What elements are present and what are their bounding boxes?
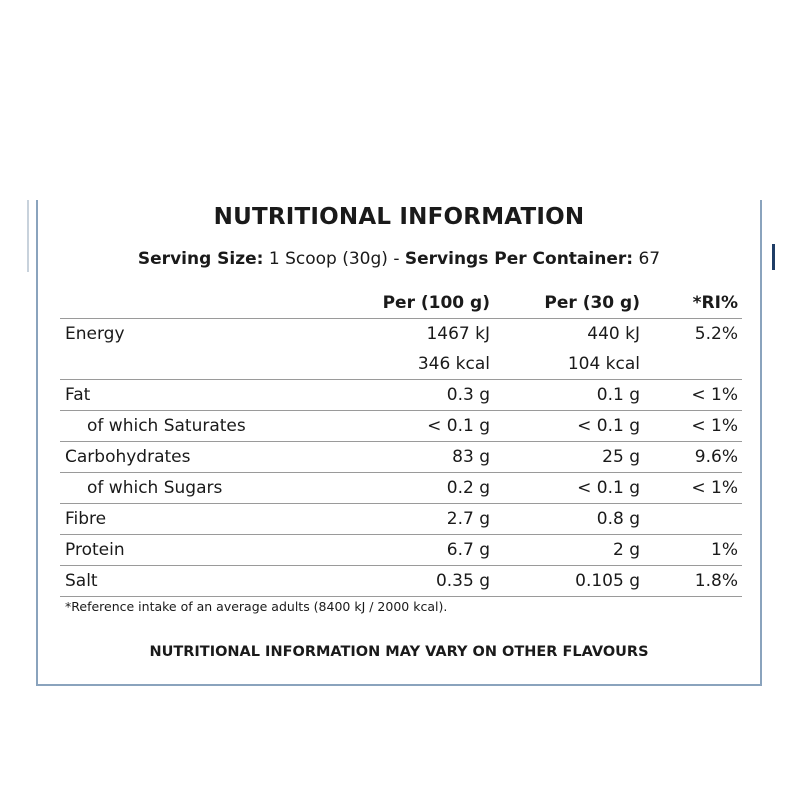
panel-title: NUTRITIONAL INFORMATION bbox=[213, 204, 585, 230]
servings-per-container-value: 67 bbox=[638, 249, 661, 269]
value-ri: < 1% bbox=[691, 478, 738, 498]
table-row bbox=[60, 411, 742, 442]
table-row bbox=[60, 442, 742, 473]
value-ri: 5.2% bbox=[694, 324, 738, 344]
header-per-100g: Per (100 g) bbox=[382, 293, 490, 313]
serving-size-label: Serving Size: bbox=[137, 249, 264, 269]
value-per-100g: 1467 kJ bbox=[426, 324, 490, 344]
servings-per-container-label: Servings Per Container: bbox=[404, 249, 634, 269]
nutrition-table bbox=[60, 288, 742, 597]
left-edge-mark bbox=[27, 200, 29, 272]
serving-info bbox=[38, 249, 760, 269]
value-per-100g: 2.7 g bbox=[446, 509, 490, 529]
nutrient-name: Energy bbox=[65, 324, 125, 344]
nutrient-name: Fat bbox=[65, 385, 91, 405]
flavour-disclaimer: NUTRITIONAL INFORMATION MAY VARY ON OTHER FLAVOURS bbox=[149, 644, 649, 660]
table-row bbox=[60, 535, 742, 566]
reference-intake-footnote: *Reference intake of an average adults (8400 kJ / 2000 kcal). bbox=[65, 599, 448, 614]
nutrient-name: Carbohydrates bbox=[65, 447, 191, 467]
table-row bbox=[60, 380, 742, 411]
right-edge-mark bbox=[772, 244, 775, 270]
value-per-100g: 346 kcal bbox=[417, 354, 490, 374]
value-per-30g: 0.8 g bbox=[596, 509, 640, 529]
value-per-100g: 0.3 g bbox=[446, 385, 490, 405]
value-per-30g: < 0.1 g bbox=[577, 478, 640, 498]
value-ri: 1.8% bbox=[694, 571, 738, 591]
header-per-30g: Per (30 g) bbox=[544, 293, 640, 313]
table-header-row bbox=[60, 288, 742, 319]
value-per-30g: 25 g bbox=[602, 447, 640, 467]
nutrient-name: Fibre bbox=[65, 509, 107, 529]
table-row bbox=[60, 504, 742, 535]
value-per-30g: 2 g bbox=[612, 540, 640, 560]
value-ri: 1% bbox=[711, 540, 738, 560]
value-per-30g: 440 kJ bbox=[587, 324, 640, 344]
table-row bbox=[60, 473, 742, 504]
nutrient-name: Protein bbox=[65, 540, 125, 560]
value-per-30g: < 0.1 g bbox=[577, 416, 640, 436]
value-per-100g: < 0.1 g bbox=[427, 416, 490, 436]
nutrient-name: of which Saturates bbox=[87, 416, 246, 436]
value-ri: < 1% bbox=[691, 385, 738, 405]
value-per-30g: 104 kcal bbox=[567, 354, 640, 374]
value-per-100g: 6.7 g bbox=[446, 540, 490, 560]
serving-separator: - bbox=[393, 249, 400, 269]
table-row bbox=[60, 319, 742, 349]
nutrient-name: of which Sugars bbox=[87, 478, 223, 498]
value-per-100g: 0.2 g bbox=[446, 478, 490, 498]
value-ri: 9.6% bbox=[694, 447, 738, 467]
serving-size-value: 1 Scoop (30g) bbox=[268, 249, 388, 269]
value-per-100g: 83 g bbox=[452, 447, 490, 467]
value-per-30g: 0.105 g bbox=[575, 571, 640, 591]
header-ri-percent: *RI% bbox=[692, 293, 738, 313]
table-row bbox=[60, 349, 742, 380]
value-per-100g: 0.35 g bbox=[435, 571, 490, 591]
table-row bbox=[60, 566, 742, 597]
nutrition-panel bbox=[36, 200, 762, 686]
nutrient-name: Salt bbox=[65, 571, 98, 591]
value-ri: < 1% bbox=[691, 416, 738, 436]
value-per-30g: 0.1 g bbox=[596, 385, 640, 405]
